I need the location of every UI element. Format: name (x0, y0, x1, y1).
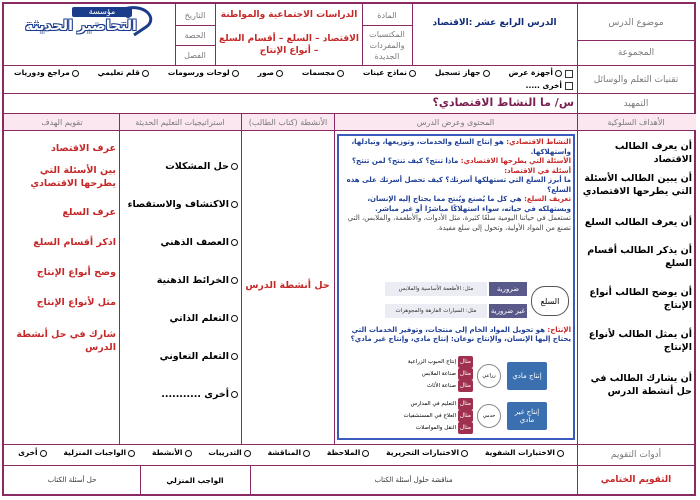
assessment-option[interactable]: أخرى (18, 448, 47, 462)
strategy-item[interactable]: الخرائط الذهنية (124, 274, 238, 312)
assessment-option[interactable]: الملاحظة (327, 448, 369, 462)
evaluation-item: وضح أنواع الإنتاج (36, 267, 116, 278)
divider (577, 40, 696, 41)
goods-nonessential-example: مثل: السيارات الفارهة والمجوهرات (385, 304, 487, 318)
footer-c2: الواجب المنزلي (166, 475, 224, 485)
divider (362, 4, 363, 66)
tool-option[interactable]: جهاز تسجيل (435, 68, 490, 80)
objectives-list (580, 140, 692, 440)
tool-option[interactable]: صور (258, 68, 283, 80)
assessment-option[interactable]: الاختبارات التحريرية (386, 448, 468, 462)
footer-c3: حل أسئلة الكتاب (47, 476, 97, 484)
goods-nonessential: غير ضرورية (489, 304, 527, 318)
assessment-label: أدوات التقويم (610, 450, 662, 460)
objective-item: أن يعرف الطالب الاقتصاد (614, 141, 692, 165)
assessment-option[interactable]: التدريبات (208, 448, 250, 462)
evaluation-item: عرف الاقتصاد (51, 143, 116, 154)
divider (241, 114, 242, 444)
assessment-option[interactable]: المناقشة (268, 448, 310, 462)
tool-option[interactable]: مراجع ودوريات (14, 68, 79, 80)
prod-m-branch: زراعي (477, 364, 501, 388)
divider (362, 25, 412, 26)
divider (119, 114, 120, 444)
lesson-title: الدرس الرابع عشر :الاقتصاد (432, 18, 557, 28)
assessment-options (18, 448, 564, 462)
assessment-option[interactable]: الواجبات المنزلية (63, 448, 135, 462)
intro-label: التمهيد (623, 99, 649, 109)
subject-label: المادة (377, 10, 397, 20)
prod-m-items (385, 356, 473, 392)
intro-question: س/ ما النشاط الاقتصادي؟ (432, 96, 574, 109)
content-p1: النشاط الاقتصادي: هو إنتاج السلع والخدمات، وتوزيعها، وتبادلها، واستهلاكها. (351, 138, 571, 156)
prod-n-item: مثال التعليم في المدارس (385, 398, 473, 410)
objective-item: أن يشارك الطالب في حل أنشطة الدرس (590, 373, 692, 397)
strategy-item[interactable]: الاكتشاف والاستقصاء (124, 198, 238, 236)
prod-material: إنتاج مادي (507, 362, 547, 390)
content-text (342, 138, 571, 268)
footer-c1: مناقشة حلول أسئلة الكتاب (374, 476, 453, 484)
divider (140, 466, 141, 494)
logo-top: مؤسسة (72, 7, 132, 17)
col-activities: الأنشطة (كتاب الطالب) (248, 118, 328, 127)
evaluation-list (8, 142, 116, 442)
strategy-item[interactable]: أخرى ........... (124, 388, 238, 408)
content-production: الإنتاج: هو تحويل المواد الخام إلى منتجات، وتوفير الخدمات التي يحتاج إليها الإنسان، والإنتاج نوعان: إنتاج مادي، وإنتاج غير مادي؟ (350, 326, 571, 343)
assessment-option[interactable]: الاختبارات الشفوية (485, 448, 564, 462)
class-label: الفصل (184, 50, 206, 60)
col-objectives: الأهداف السلوكية (607, 118, 665, 127)
strategy-item[interactable]: التعلم الذاتي (124, 312, 238, 350)
evaluation-item: مثل لأنواع الإنتاج (36, 297, 116, 308)
divider (334, 114, 335, 444)
divider (215, 4, 216, 66)
final-eval-label: التقويم الختامي (600, 475, 672, 485)
col-content: المحتوى وعرض الدرس (416, 118, 495, 127)
tool-option[interactable]: لوحات ورسومات (168, 68, 239, 80)
vocab-label: المكتسبات والمفردات الجديدة (369, 29, 405, 61)
strategy-item[interactable]: التعلم التعاوني (124, 350, 238, 388)
prod-m-item: مثال إنتاج الحبوب الزراعية (385, 356, 473, 368)
prod-m-item: مثال صناعة الأثاث (385, 380, 473, 392)
goods-essential: ضرورية (489, 282, 527, 296)
logo-main: التحاضير الحديثة (25, 18, 137, 34)
activity-text: حل أنشطة الدرس (245, 279, 330, 291)
prod-n-branch: خدمي (477, 404, 501, 428)
evaluation-item: شارك في حل أنشطة الدرس (16, 329, 116, 353)
content-p3: أسئلة في الاقتصاد: (504, 166, 571, 175)
date-label: التاريخ (184, 10, 206, 20)
content-p4: ما أبرز السلع التي تستهلكها أسرتك؟ كيف تحصل أسرتك على هذه السلع؟ (346, 176, 571, 194)
tools-options (14, 68, 562, 80)
objective-item: أن يبين الطالب الأسئلة التي يطرحها الاقتصادي (582, 173, 692, 197)
content-p2: الأسئلة التي يطرحها الاقتصادي: ماذا تنتج؟ كيف تنتج؟ لمن تنتج؟ (351, 157, 571, 165)
topic-label: موضوع الدرس (608, 18, 664, 28)
group-label: المجموعة (617, 48, 655, 58)
strategy-item[interactable]: العصف الذهني (124, 236, 238, 274)
prod-nonmaterial: إنتاج غير مادي (507, 402, 547, 430)
assessment-option[interactable]: الأنشطة (152, 448, 191, 462)
goods-center: السلع (531, 286, 569, 316)
strategies-list (124, 160, 238, 420)
period-label: الحصة (184, 30, 206, 40)
tools-square-2[interactable] (564, 81, 574, 91)
prod-n-item: مثال النقل والمواصلات (385, 422, 473, 434)
objective-item: أن يمثل الطالب لأنواع الإنتاج (588, 329, 692, 353)
evaluation-item: عرف السلع (62, 207, 116, 218)
prod-m-item: مثال صناعة الملابس (385, 368, 473, 380)
tool-option[interactable]: قلم تعليمي (98, 68, 149, 80)
tools-label: تقنيات التعلم والوسائل (593, 75, 679, 85)
tools-square-1[interactable] (564, 69, 574, 79)
goods-diagram (385, 278, 571, 326)
strategy-item[interactable]: حل المشكلات (124, 160, 238, 198)
prod-n-item: مثال العلاج في المستشفيات (385, 410, 473, 422)
divider (577, 114, 578, 444)
production-diagram (345, 354, 571, 438)
content-p6: تستعمل في حياتنا اليومية سلعًا كثيرة، مثل الأدوات، والأطعمة، والملابس، التي تصنع من المواد الأولية، وتحول إلى سلع مفيدة. (347, 214, 571, 232)
subject-value: الدراسات الاجتماعية والمواطنة (220, 10, 358, 20)
tool-option[interactable]: أجهزة عرض (508, 68, 562, 80)
col-strategies: استراتيجيات التعليم الحديثة (135, 118, 225, 127)
col-evaluation: تقويم الهدف (41, 118, 83, 127)
tools-other: أخرى ..... (525, 81, 562, 90)
tool-option[interactable]: نماذج عينات (363, 68, 416, 80)
goods-essential-example: مثل: الأطعمة الأساسية والملابس (385, 282, 487, 296)
content-p5: تعريف السلع: هي كل ما يُصنع ويُنتج مما يحتاج إليه الإنسان، ويستهلكه في حياته، سواء استهلاكًا مباشرًا أو غير مباشر. (367, 195, 571, 213)
evaluation-item: بين الأسئلة التي يطرحها الاقتصادي (30, 165, 116, 189)
tool-option[interactable]: مجسمات (302, 68, 344, 80)
vocab-value: الاقتصاد – السلع – أقسام السلع – أنواع الإنتاج (219, 34, 359, 56)
objective-item: أن يذكر الطالب أقسام السلع (587, 245, 692, 269)
objective-item: أن يعرف الطالب السلع (584, 217, 692, 228)
divider (412, 4, 413, 66)
evaluation-item: اذكر أقسام السلع (33, 237, 116, 248)
objective-item: أن يوضح الطالب أنواع الإنتاج (589, 287, 692, 311)
divider (250, 466, 251, 494)
prod-n-items (385, 398, 473, 434)
